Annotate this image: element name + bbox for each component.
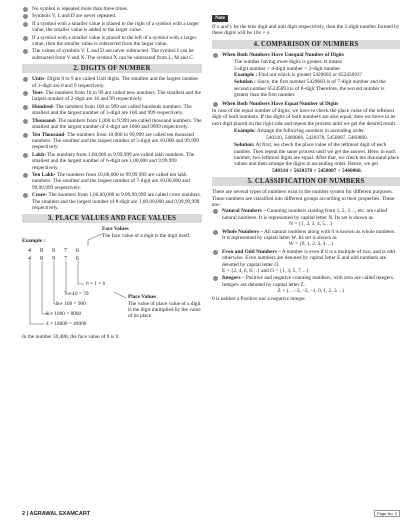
section-heading-classification: 5. CLASSIFICATION OF NUMBERS [212, 177, 400, 186]
digit: 7 [64, 248, 67, 255]
list-item: Even and Odd Numbers – A number is even if it is a multiple of two, and is odd otherwise. Even numbers are denoted by capital letter E and odd numbers are denoted by capital letter O. E = {2, 4, 6, 8…} and O = {1, 3, 5, 7…} [212, 249, 400, 275]
solution-1: Solution : Since, the first number 5429683 is of 7-digit number and the second number 65245893 is of 8-digit Therefore, the second number is greater than the first number. [234, 79, 386, 99]
page-ref-badge: Page No. 2 [374, 510, 400, 517]
example-1: Example : Find out which is greater 5429683 or 65245893? [234, 72, 362, 79]
integer-note: 0 is neither a Positive nor a negative integer. [212, 295, 306, 302]
solution-2-result: 540310 < 5420378 < 5450087 < 5460860. [272, 167, 362, 174]
example-2: Example: Arrange the following numbers in ascending order. [234, 128, 365, 135]
digits-list [22, 76, 202, 211]
list-item: If a symbol with a smaller value is placed to the left of a symbol with a larger value, then the smaller value is subtracted from the larger value. [22, 35, 202, 48]
classification-list [212, 208, 400, 294]
digit: 4 [28, 248, 31, 255]
list-item: Integers – Positive and negative counting numbers, with zero are called integers. Integers are denoted by capital letter Z. Z = {…–3, –2, –1, 0, 1, 2, 3…} [212, 275, 400, 294]
digit: 4 [28, 256, 31, 263]
digit: 6 [76, 256, 79, 263]
solution-2: Solution: At first, we check the place value of the leftmost digit of each number. Then repeat the same process until we get the answer. Here, in each number, two leftmost digits are equal. After that, we check ten thousand place values and then arrange the digits in ascending order. Hence, we get [234, 142, 399, 168]
class-intro: There are several types of numbers exist in the number system for different purposes. These numbers are classified into different groups according to their properties. These are– [212, 189, 395, 208]
unequal-line: The number having more digits is greater. It means [234, 59, 343, 66]
page-number: 2 [22, 511, 26, 517]
calc-line: 4 × 10000 = 40000 [46, 321, 87, 328]
place-values-title: Place Values [128, 294, 157, 301]
comparison-list [212, 52, 400, 58]
calc-line: 8 × 1000 = 8000 [46, 311, 82, 318]
calc-line: 9 × 100 = 900 [56, 301, 86, 308]
list-item: When Both Numbers Have Unequal Number of Digits [212, 52, 400, 58]
list-item: Natural Numbers – Counting numbers starting from 1, 2, 3…, etc. are called natural numbers. It is represented by capital letter N. Its set is shown as N = {1, 2, 3, 4, 5…} [212, 208, 400, 227]
note-tag: Note [212, 15, 228, 22]
calc-line: 6 × 1 = 6 [86, 281, 106, 288]
note-text: If x and y be the tens digit and unit digit respectively, then the 2-digit number formed by these digits will be 10x + y. [212, 24, 400, 37]
digit: 8 [40, 256, 43, 263]
section-heading-place-values: 3. PLACE VALUES AND FACE VALUES [22, 214, 202, 223]
list-item: No symbol is repeated more than three times. [22, 6, 202, 12]
digit: 7 [64, 256, 67, 263]
brand-name: AGRAWAL EXAMCART [29, 511, 91, 517]
roman-rules-list [22, 6, 202, 61]
list-item: Crore- The numbers from 1,00,00,000 to 9,99,99,999 are called crore numbers. The smallest and the largest number of 8-digit are 1,00,00,000 and 9,99,99,999 respectively. [22, 192, 202, 211]
list-item: The values of symbols V, L and D are never subtracted. The symbol I can be subtracted from V and X. The symbol X can be subtracted from L, M and C. [22, 48, 202, 61]
list-item: Units- Digits 0 to 9 are called Unit digits. The smallest and the largest number of 1-digit are 0 and 9 respectively. [22, 76, 202, 89]
list-item: If a symbol with a smaller value is placed to the right of a symbol with a larger value, the smaller value is added to the larger value. [22, 21, 202, 34]
calc-line: 7 × 10 = 70 [64, 291, 89, 298]
digit: 9 [52, 256, 55, 263]
example-2-numbers: 540310, 5460860, 5420378, 5450087, 5460860. [266, 134, 368, 141]
face-values-title: Face Values [102, 226, 129, 233]
section-heading-digits: 2. DIGITS OF NUMBER [22, 64, 202, 73]
unequal-line: 5-digit number > 4-digit number > 3-digit number [234, 65, 341, 72]
example-label: Example : [22, 238, 46, 245]
list-item: When Both Numbers Have Equal Number of Digits [212, 101, 400, 107]
closing-line: In the number 59,488, the face value of 9 is 9. [22, 334, 120, 341]
equal-text: In case of the equal number of digits, we have to check the place value of the leftmost digit of both numbers. If the digits of both numbers are also equal, then we move to its next digit placed on the right side and repeat the process until we get the desired result. [212, 108, 397, 127]
section-heading-comparison: 4. COMPARISON OF NUMBERS [212, 40, 400, 49]
page-footer: 2 | AGRAWAL EXAMCART [22, 511, 91, 517]
list-item: Hundred- The numbers from 100 to 999 are called hundreds numbers. The smallest and the largest number of 3-digit are 100 and 999 respectively. [22, 104, 202, 117]
face-values-desc: The face value of a digit is the digit itself. [102, 233, 191, 240]
list-item: Tens- The numbers from 10 to 99 are called tens numbers. The smallest and the largest number of 2-digit are 10 and 99 respectively. [22, 90, 202, 103]
list-item: Whole Numbers – All natural numbers along with 0 is known as whole numbers. It is represented by capital letter W. Its set is shown as W = {0, 1, 2, 3, 4…} [212, 229, 400, 248]
list-item: Thousand- The numbers from 1,000 to 9,999 are called thousand numbers. The smallest and the largest number of 4-digit are 1000 and 9999 respectively. [22, 118, 202, 131]
list-item: Ten Thousand- The numbers from 10,000 to 99,999 are called ten thousand numbers. The smallest and the largest number of 5-digit are 10,000 and 99,999 respectively. [22, 132, 202, 151]
left-column [22, 6, 202, 341]
list-item: Lakh- The numbers from 1,00,000 to 9,99,999 are called lakh numbers. The smallest and the largest number of 6-digit are 1,00,000 and 9,99,999 respectively. [22, 152, 202, 171]
digit: 6 [76, 248, 79, 255]
right-column [212, 6, 400, 302]
place-values-desc: The value of place value of a digit is the digit multiplied by the value of its place. [128, 301, 201, 320]
digit: 9 [52, 248, 55, 255]
place-value-diagram [22, 226, 202, 334]
list-item: Ten Lakh- The numbers from 10,00,000 to 99,99,999 are called ten lakh numbers. The smallest and the largest number of 7-digit are 10,00,000 and 99,99,999 respectively. [22, 172, 202, 191]
list-item: Symbols V, L and D are never repeated. [22, 13, 202, 19]
digit: 8 [40, 248, 43, 255]
comparison-list-2 [212, 101, 400, 107]
